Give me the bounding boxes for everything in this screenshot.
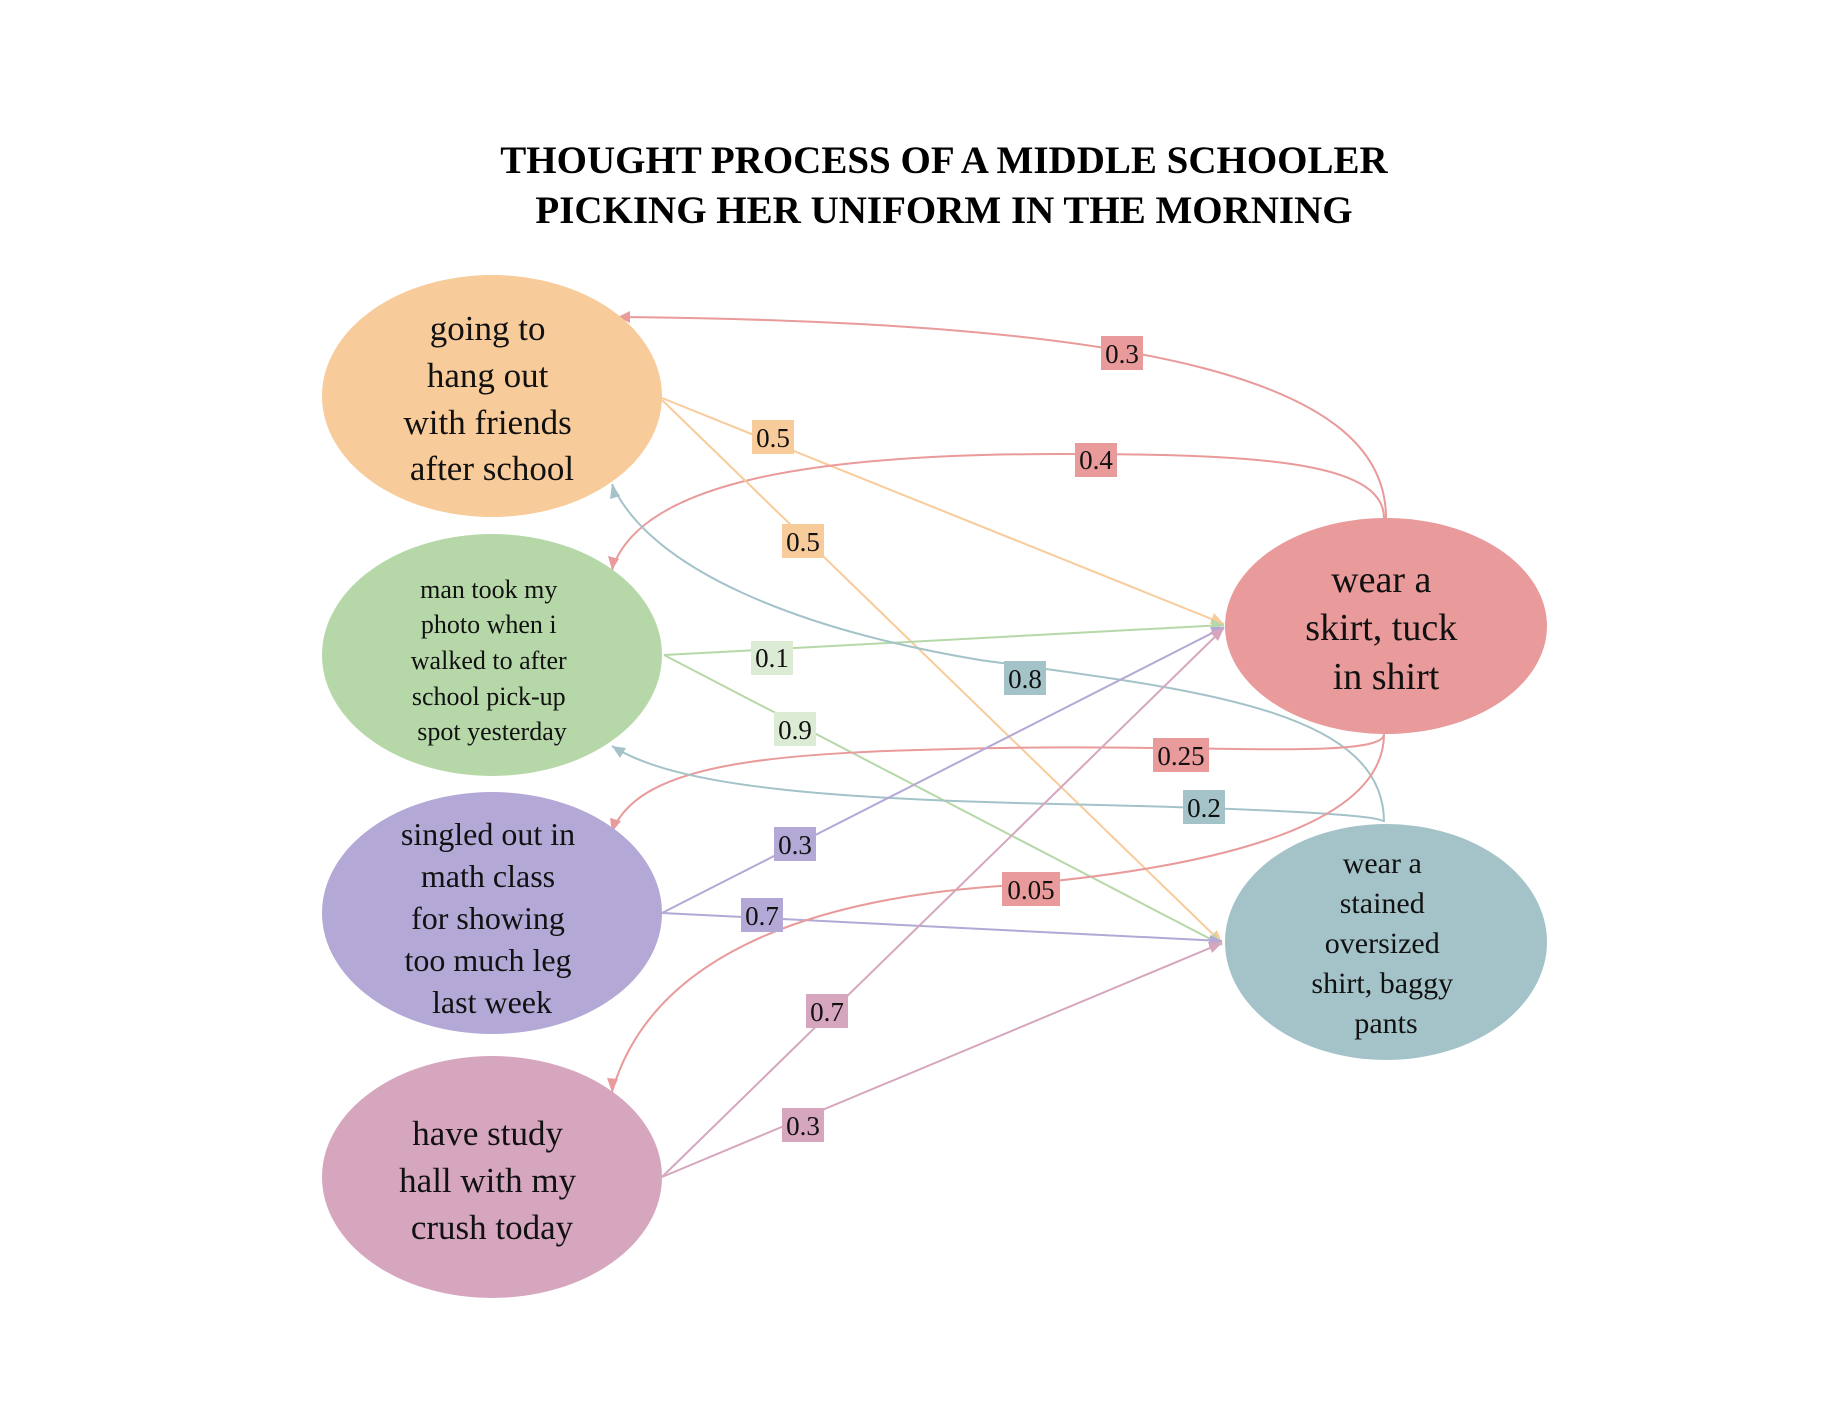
edge-label-skirt-hangout (1101, 336, 1143, 370)
edge-skirt-to-photo (608, 454, 1384, 570)
edge-skirt-to-mathclass (610, 734, 1384, 832)
node-label-line: after school (409, 449, 575, 488)
node-label-line: wear a (1342, 847, 1422, 880)
edge-label-hangout-skirt (752, 420, 794, 454)
edge-label-mathclass-skirt (774, 827, 816, 861)
edge-line (612, 746, 1384, 822)
node-label-line: school pick-up (411, 682, 566, 711)
edge-label-mathclass-oversized (741, 898, 783, 932)
node-label-line: too much leg (404, 942, 572, 978)
edge-label-oversized-photo (1183, 790, 1225, 824)
edge-label-text: 0.9 (778, 715, 812, 745)
title-line-2: PICKING HER UNIFORM IN THE MORNING (535, 189, 1353, 232)
node-label-line: in shirt (1332, 656, 1440, 698)
node-label-line: shirt, baggy (1311, 967, 1454, 1000)
node-label-line: man took my (420, 575, 558, 604)
edge-label-text: 0.3 (786, 1111, 820, 1141)
arrowhead (1208, 942, 1222, 953)
edge-label-text: 0.3 (778, 830, 812, 860)
node-label-line: with friends (403, 403, 572, 442)
node-label-line: skirt, tuck (1305, 607, 1458, 649)
edge-label-text: 0.7 (745, 901, 779, 931)
edge-label-hangout-oversized (782, 524, 824, 558)
edge-oversized-to-photo (612, 746, 1384, 822)
edge-label-oversized-hangout (1004, 661, 1046, 695)
node-label-line: singled out in (400, 816, 576, 852)
node-label-line: stained (1339, 887, 1425, 920)
edge-label-studyhall-skirt (806, 994, 848, 1028)
edge-label-text: 0.7 (810, 997, 844, 1027)
edge-hangout-to-skirt (662, 398, 1224, 624)
edge-label-text: 0.2 (1187, 793, 1221, 823)
edge-label-text: 0.8 (1008, 664, 1042, 694)
node-label-line: hall with my (399, 1161, 577, 1200)
node-label-line: photo when i (420, 610, 557, 639)
edge-line (662, 943, 1222, 1177)
node-studyhall (322, 1056, 662, 1298)
diagram-title (500, 139, 1388, 232)
node-label-studyhall (399, 1114, 585, 1247)
node-label-line: going to (429, 309, 546, 348)
edges-layer (607, 311, 1386, 1177)
edge-label-studyhall-oversized (782, 1108, 824, 1142)
edge-labels-layer (741, 336, 1225, 1142)
edge-label-text: 0.1 (755, 643, 789, 673)
edge-label-text: 0.3 (1105, 339, 1139, 369)
edge-photo-to-skirt (664, 619, 1224, 655)
edge-label-photo-oversized (774, 712, 816, 746)
node-label-line: walked to after (410, 646, 567, 675)
node-label-line: last week (432, 984, 552, 1020)
edge-label-text: 0.5 (786, 527, 820, 557)
node-photo (322, 534, 662, 776)
node-oversized (1225, 824, 1547, 1060)
node-label-line: spot yesterday (417, 717, 567, 746)
edge-label-text: 0.25 (1157, 741, 1205, 771)
edge-label-skirt-mathclass (1153, 738, 1209, 772)
edge-label-skirt-photo (1075, 443, 1117, 477)
edge-studyhall-to-oversized (662, 942, 1222, 1177)
node-label-line: hang out (426, 356, 549, 395)
node-label-line: have study (412, 1114, 563, 1153)
node-mathclass (322, 792, 662, 1034)
edge-label-photo-skirt (751, 641, 793, 675)
title-line-1: THOUGHT PROCESS OF A MIDDLE SCHOOLER (500, 139, 1388, 182)
edge-label-text: 0.4 (1079, 445, 1113, 475)
edge-line (664, 625, 1224, 655)
edge-line (618, 317, 1386, 518)
edge-label-text: 0.5 (756, 423, 790, 453)
edge-label-skirt-studyhall (1002, 872, 1060, 906)
node-label-line: crush today (410, 1208, 574, 1247)
node-label-line: pants (1354, 1007, 1418, 1040)
edge-line (662, 398, 1224, 624)
edge-skirt-to-hangout (618, 311, 1386, 518)
node-label-line: for showing (411, 900, 565, 936)
node-label-photo (411, 575, 573, 746)
edge-label-text: 0.05 (1007, 875, 1055, 905)
node-skirt (1225, 518, 1547, 734)
node-label-line: oversized (1324, 927, 1440, 960)
node-label-line: wear a (1331, 559, 1432, 601)
node-label-line: math class (420, 858, 556, 894)
node-hangout (322, 275, 662, 517)
